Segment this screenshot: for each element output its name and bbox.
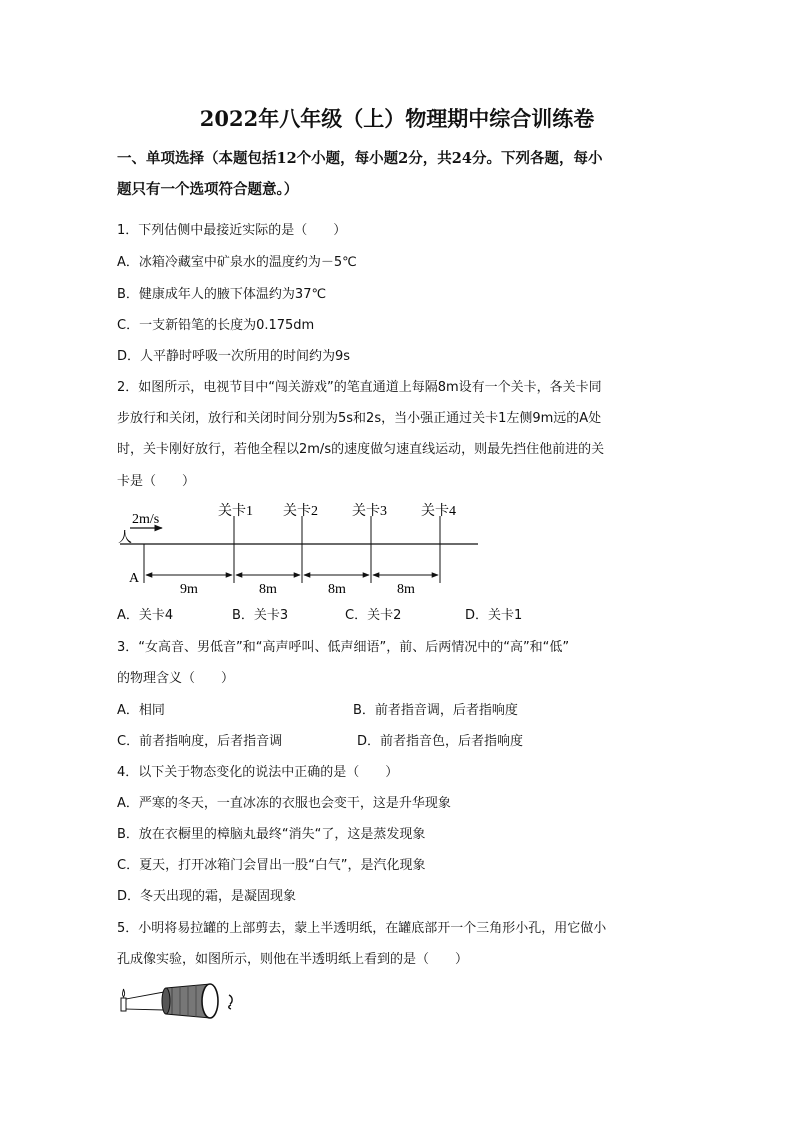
question-2-option-c: C．关卡2 (345, 608, 402, 623)
translucent-paper-icon (202, 984, 218, 1018)
gate-2-label: 关卡2 (283, 504, 318, 519)
question-1-option-a: A．冰箱冷藏室中矿泉水的温度约为－5℃ (117, 255, 357, 270)
question-2-stem-line-1: 2．如图所示，电视节目中“闯关游戏”的笔直通道上每隔8m设有一个关卡，各关卡同 (117, 380, 602, 395)
gate-1-label: 关卡1 (218, 504, 253, 519)
flame-icon (122, 989, 124, 997)
eye-icon (229, 995, 232, 1009)
question-3-stem-line-2: 的物理含义（ ） (117, 671, 235, 686)
question-2-stem-line-4: 卡是（ ） (117, 474, 196, 489)
question-1-option-c: C．一支新铅笔的长度为0.175dm (117, 318, 315, 333)
candle-icon (121, 998, 126, 1011)
question-2-stem-line-2: 步放行和关闭，放行和关闭时间分别为5s和2s，当小强正通过关卡1左侧9m远的A处 (117, 411, 602, 426)
person-label: 人 (118, 531, 132, 546)
point-a-label: A (129, 571, 140, 586)
question-3-option-b: B．前者指音调，后者指响度 (353, 703, 518, 718)
section-heading-cont: 题只有一个选项符合题意。） (117, 181, 299, 198)
question-3-option-c: C．前者指响度，后者指音调 (117, 734, 283, 749)
pinhole-camera-figure (114, 976, 244, 1026)
question-2-option-a: A．关卡4 (117, 608, 174, 623)
speed-label: 2m/s (132, 512, 160, 527)
distance-label-1: 9m (180, 582, 198, 597)
question-4-stem: 4．以下关于物态变化的说法中正确的是（ ） (117, 765, 399, 780)
gate-4-label: 关卡4 (421, 504, 456, 519)
distance-label-4: 8m (397, 582, 415, 597)
question-4-option-c: C．夏天，打开冰箱门会冒出一股“白气”，是汽化现象 (117, 858, 426, 873)
distance-label-3: 8m (328, 582, 346, 597)
question-1-option-b: B．健康成年人的腋下体温约为37℃ (117, 287, 327, 302)
question-2-stem-line-3: 时，关卡刚好放行，若他全程以2m/s的速度做匀速直线运动，则最先挡住他前进的关 (117, 442, 605, 457)
question-5-stem-line-2: 孔成像实验，如图所示，则他在半透明纸上看到的是（ ） (117, 952, 469, 967)
question-3-stem-line-1: 3．“女高音、男低音”和“高声呼叫、低声细语”，前、后两情况中的“高”和“低” (117, 640, 570, 655)
question-2-option-b: B．关卡3 (232, 608, 289, 623)
page-title: 2022年八年级（上）物理期中综合训练卷 (199, 106, 595, 131)
question-5-stem-line-1: 5．小明将易拉罐的上部剪去，蒙上半透明纸，在罐底部开一个三角形小孔，用它做小 (117, 921, 607, 936)
gate-3-label: 关卡3 (352, 504, 387, 519)
question-4-option-b: B．放在衣橱里的樟脑丸最终“消失“了，这是蒸发现象 (117, 827, 426, 842)
question-3-option-d: D．前者指音色，后者指响度 (357, 734, 524, 749)
question-1-option-d: D．人平静时呼吸一次所用的时间约为9s (117, 349, 351, 364)
section-heading: 一、单项选择（本题包括12个小题，每小题2分，共24分。下列各题，每小 (117, 150, 603, 167)
question-3-option-a: A．相同 (117, 703, 165, 718)
question-2-option-d: D．关卡1 (465, 608, 523, 623)
distance-label-2: 8m (259, 582, 277, 597)
question-4-option-d: D．冬天出现的霜，是凝固现象 (117, 889, 297, 904)
question-4-option-a: A．严寒的冬天，一直冰冻的衣服也会变干，这是升华现象 (117, 796, 451, 811)
gate-diagram (110, 496, 490, 600)
question-1-stem: 1．下列估侧中最接近实际的是（ ） (117, 223, 347, 238)
